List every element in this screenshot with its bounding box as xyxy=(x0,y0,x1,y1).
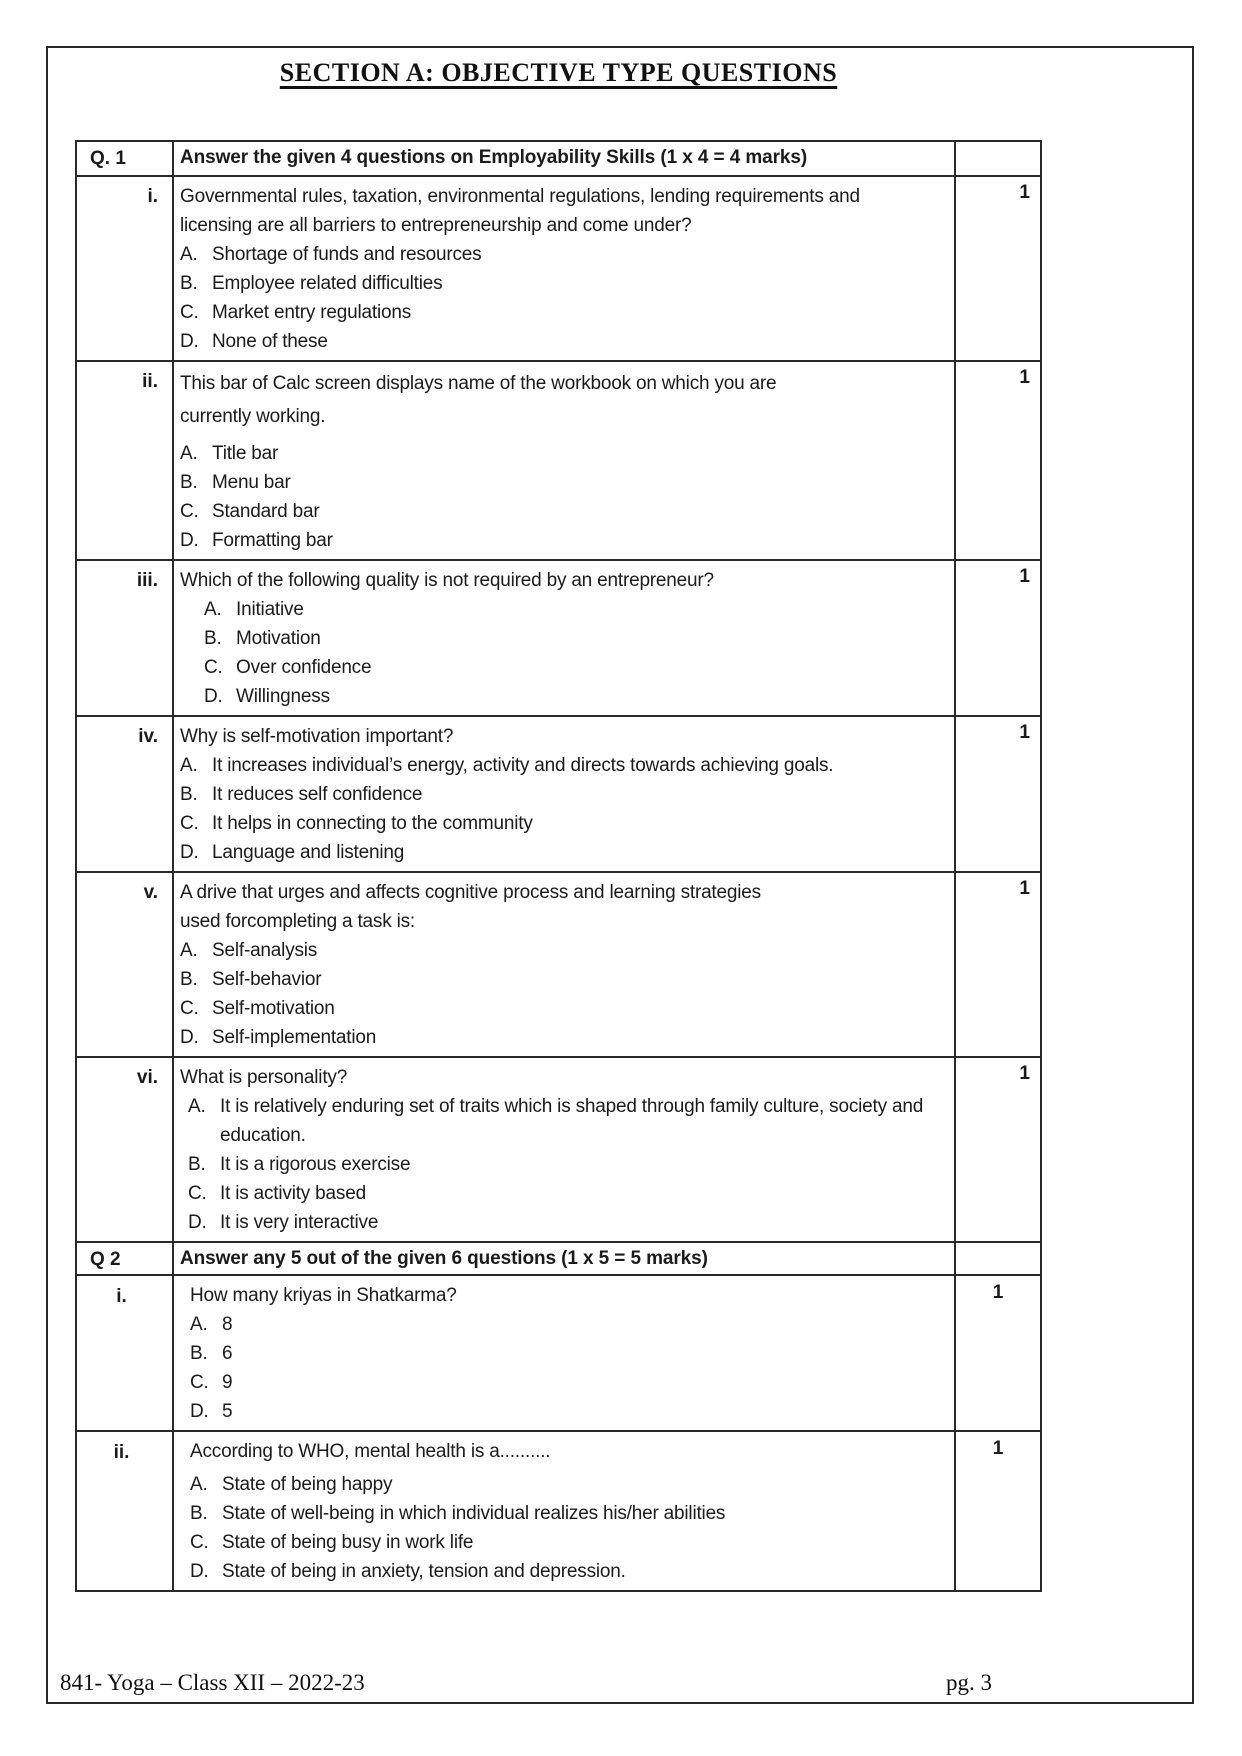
option-text: It helps in connecting to the community xyxy=(212,813,533,834)
options-list xyxy=(180,1310,948,1426)
option-letter: A. xyxy=(188,1096,206,1117)
q1-header-marks-cell xyxy=(956,142,1040,175)
question-text-line: What is personality? xyxy=(180,1067,348,1088)
question-number: vi. xyxy=(136,1067,158,1088)
options-list xyxy=(180,1470,948,1586)
option-row xyxy=(204,653,948,682)
option-text: Shortage of funds and resources xyxy=(212,244,482,265)
option-letter: D. xyxy=(180,842,199,863)
option-text: It is activity based xyxy=(220,1183,366,1204)
option-row xyxy=(190,1499,948,1528)
option-text: Motivation xyxy=(236,628,321,649)
q2-heading: Answer any 5 out of the given 6 questions (1 x 5 = 5 marks) xyxy=(172,1243,956,1274)
page-frame xyxy=(46,46,1194,1704)
option-letter: A. xyxy=(190,1474,208,1495)
option-letter: C. xyxy=(204,657,223,678)
question-text-line: licensing are all barriers to entrepreneurship and come under? xyxy=(180,215,692,236)
option-letter: B. xyxy=(180,472,198,493)
option-text: Standard bar xyxy=(212,501,320,522)
option-row xyxy=(180,751,948,780)
question-row-q2-i xyxy=(77,1274,1040,1430)
q2-header-marks-cell xyxy=(956,1243,1040,1274)
option-row xyxy=(180,497,948,526)
question-row-q1-iii xyxy=(77,559,1040,715)
option-letter: B. xyxy=(204,628,222,649)
option-letter: C. xyxy=(188,1183,207,1204)
option-text: Self-motivation xyxy=(212,998,335,1019)
option-row xyxy=(180,298,948,327)
marks-value: 1 xyxy=(1019,1063,1030,1084)
options-list xyxy=(180,240,948,356)
option-text: It reduces self confidence xyxy=(212,784,423,805)
option-row xyxy=(180,994,948,1023)
option-text: 6 xyxy=(222,1343,233,1364)
question-text-line: Governmental rules, taxation, environmental regulations, lending requirements and xyxy=(180,186,860,207)
options-list xyxy=(180,751,948,867)
option-text: Self-behavior xyxy=(212,969,322,990)
question-text-line: A drive that urges and affects cognitive process and learning strategies xyxy=(180,882,761,903)
option-row xyxy=(180,468,948,497)
option-letter: A. xyxy=(204,599,222,620)
option-row xyxy=(180,936,948,965)
option-letter: D. xyxy=(188,1212,207,1233)
question-cell xyxy=(172,561,956,715)
option-text: 9 xyxy=(222,1372,233,1393)
option-row xyxy=(180,327,948,356)
option-row xyxy=(190,1339,948,1368)
option-row xyxy=(190,1310,948,1339)
option-text: State of well-being in which individual realizes his/her abilities xyxy=(222,1503,726,1524)
option-text: Initiative xyxy=(236,599,304,620)
option-text: State of being in anxiety, tension and depression. xyxy=(222,1561,626,1582)
marks-value: 1 xyxy=(1019,182,1030,203)
question-number: v. xyxy=(143,882,158,903)
option-text: State of being busy in work life xyxy=(222,1532,474,1553)
option-row xyxy=(180,838,948,867)
option-letter: A. xyxy=(180,443,198,464)
option-row xyxy=(204,682,948,711)
q2-header-row xyxy=(77,1241,1040,1274)
options-list xyxy=(180,936,948,1052)
option-row xyxy=(180,780,948,809)
question-cell xyxy=(172,717,956,871)
options-list xyxy=(180,439,948,555)
option-text: Self-implementation xyxy=(212,1027,377,1048)
footer-course-label: 841- Yoga – Class XII – 2022-23 xyxy=(60,1670,365,1695)
question-row-q1-vi xyxy=(77,1056,1040,1241)
option-row xyxy=(180,526,948,555)
option-text: It is very interactive xyxy=(220,1212,379,1233)
marks-value: 1 xyxy=(992,1438,1004,1459)
q1-header-row xyxy=(77,142,1040,175)
option-letter: D. xyxy=(180,1027,199,1048)
question-cell xyxy=(172,1058,956,1241)
option-row xyxy=(190,1557,948,1586)
question-row-q1-v xyxy=(77,871,1040,1056)
option-text: It is relatively enduring set of traits which is shaped through family culture, society and education. xyxy=(220,1096,924,1146)
option-text: State of being happy xyxy=(222,1474,393,1495)
option-text: Willingness xyxy=(236,686,330,707)
option-row xyxy=(180,269,948,298)
option-row xyxy=(180,1023,948,1052)
marks-value: 1 xyxy=(1019,722,1030,743)
option-letter: C. xyxy=(180,998,199,1019)
option-row xyxy=(204,595,948,624)
question-text-line: Why is self-motivation important? xyxy=(180,726,454,747)
option-letter: D. xyxy=(180,530,199,551)
option-letter: A. xyxy=(190,1314,208,1335)
option-text: Self-analysis xyxy=(212,940,318,961)
option-row xyxy=(190,1528,948,1557)
option-row xyxy=(180,809,948,838)
option-letter: C. xyxy=(190,1532,209,1553)
q1-heading: Answer the given 4 questions on Employability Skills (1 x 4 = 4 marks) xyxy=(172,142,956,175)
question-number: i. xyxy=(116,1286,127,1307)
option-row xyxy=(204,624,948,653)
option-letter: B. xyxy=(188,1154,206,1175)
question-cell xyxy=(172,1432,956,1590)
question-text-line: How many kriyas in Shatkarma? xyxy=(190,1285,457,1306)
question-number: ii. xyxy=(142,371,158,392)
option-letter: B. xyxy=(180,273,198,294)
footer-page-number: pg. 3 xyxy=(946,1670,992,1695)
option-row xyxy=(188,1179,948,1208)
option-letter: D. xyxy=(204,686,223,707)
option-text: Title bar xyxy=(212,443,279,464)
question-row-q2-ii xyxy=(77,1430,1040,1590)
option-letter: A. xyxy=(180,244,198,265)
marks-value: 1 xyxy=(1019,367,1030,388)
option-letter: B. xyxy=(190,1503,208,1524)
option-text: It is a rigorous exercise xyxy=(220,1154,411,1175)
option-text: It increases individual’s energy, activity and directs towards achieving goals. xyxy=(212,755,834,776)
question-number: iii. xyxy=(136,570,158,591)
question-text-line: Which of the following quality is not required by an entrepreneur? xyxy=(180,570,714,591)
marks-value: 1 xyxy=(1019,566,1030,587)
option-text: Menu bar xyxy=(212,472,291,493)
option-letter: A. xyxy=(180,940,198,961)
option-row xyxy=(190,1397,948,1426)
option-letter: D. xyxy=(190,1561,209,1582)
option-letter: B. xyxy=(180,969,198,990)
option-letter: B. xyxy=(190,1343,208,1364)
option-letter: C. xyxy=(190,1372,209,1393)
question-row-q1-iv xyxy=(77,715,1040,871)
option-text: Market entry regulations xyxy=(212,302,412,323)
page-footer xyxy=(48,1670,1192,1696)
question-text-line: currently working. xyxy=(180,406,326,427)
option-row xyxy=(188,1150,948,1179)
section-title: SECTION A: OBJECTIVE TYPE QUESTIONS xyxy=(279,58,838,87)
question-text-line: used forcompleting a task is: xyxy=(180,911,415,932)
option-row xyxy=(188,1092,948,1150)
question-number: iv. xyxy=(138,726,158,747)
option-letter: C. xyxy=(180,501,199,522)
question-cell xyxy=(172,362,956,559)
question-row-q1-ii xyxy=(77,360,1040,559)
option-text: 5 xyxy=(222,1401,233,1422)
question-number: ii. xyxy=(113,1442,130,1463)
option-text: Formatting bar xyxy=(212,530,333,551)
option-letter: D. xyxy=(190,1401,209,1422)
option-text: Over confidence xyxy=(236,657,372,678)
question-text-line: According to WHO, mental health is a.......... xyxy=(190,1441,551,1462)
options-list xyxy=(180,595,948,711)
q2-number: Q 2 xyxy=(90,1249,121,1270)
option-letter: B. xyxy=(180,784,198,805)
options-list xyxy=(180,1092,948,1237)
option-letter: C. xyxy=(180,302,199,323)
question-text-line: This bar of Calc screen displays name of the workbook on which you are xyxy=(180,373,777,394)
option-letter: A. xyxy=(180,755,198,776)
option-text: 8 xyxy=(222,1314,233,1335)
option-text: Language and listening xyxy=(212,842,405,863)
option-letter: D. xyxy=(180,331,199,352)
question-cell xyxy=(172,177,956,360)
question-cell xyxy=(172,873,956,1056)
option-row xyxy=(190,1470,948,1499)
option-row xyxy=(180,240,948,269)
marks-value: 1 xyxy=(1019,878,1030,899)
option-letter: C. xyxy=(180,813,199,834)
option-row xyxy=(188,1208,948,1237)
question-row-q1-i xyxy=(77,175,1040,360)
option-row xyxy=(190,1368,948,1397)
question-number: i. xyxy=(147,186,158,207)
option-text: Employee related difficulties xyxy=(212,273,443,294)
questions-table xyxy=(75,140,1042,1592)
q1-number: Q. 1 xyxy=(90,148,126,169)
marks-value: 1 xyxy=(992,1282,1004,1303)
question-cell xyxy=(172,1276,956,1430)
option-row xyxy=(180,439,948,468)
option-text: None of these xyxy=(212,331,328,352)
option-row xyxy=(180,965,948,994)
